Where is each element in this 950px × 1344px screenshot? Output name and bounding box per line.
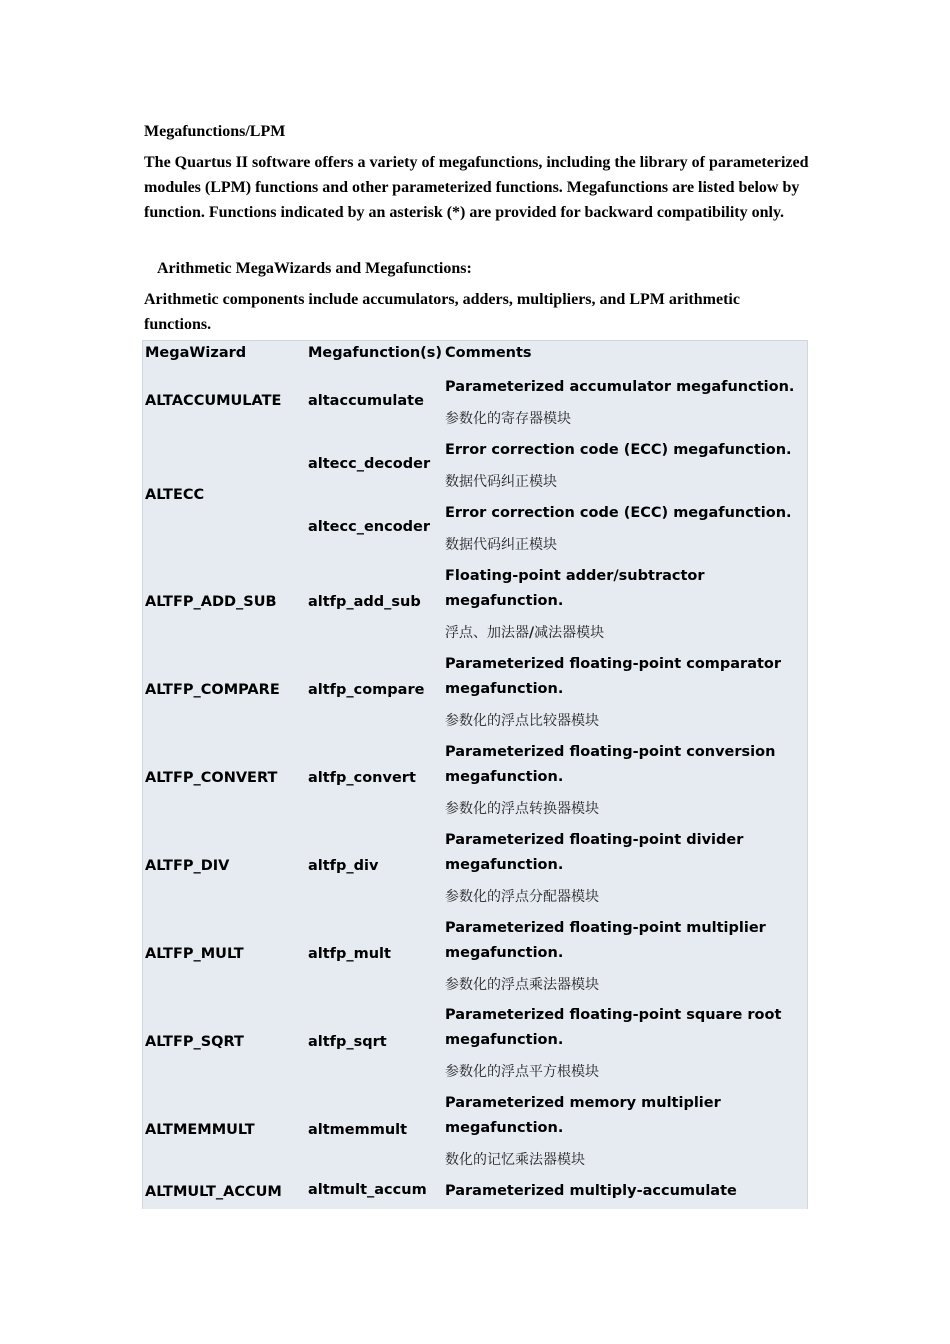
- comment-text: Error correction code (ECC) megafunction.: [445, 505, 792, 521]
- page-title: Megafunctions/LPM: [144, 123, 286, 140]
- intro-paragraph: The Quartus II software offers a variety of megafunctions, including the library of parameterized modules (LPM) functions and other parameterized functions. Megafunctions are listed below by function. Functions indicated by an asterisk (*) are provided for backward compatibility only.: [144, 154, 809, 221]
- header-megafunctions: Megafunction(s): [308, 345, 443, 361]
- comment-chinese: 参数化的浮点转换器模块: [445, 801, 599, 817]
- megafunction-name: altmult_accum: [308, 1182, 427, 1198]
- comment-cell: [445, 438, 805, 495]
- header-comments: Comments: [445, 345, 532, 361]
- comment-text: Parameterized floating-point multiplier megafunction.: [445, 920, 766, 961]
- megawizard-name: ALTFP_MULT: [145, 946, 244, 962]
- megafunction-name: altfp_sqrt: [308, 1034, 387, 1050]
- comment-chinese: 参数化的浮点比较器模块: [445, 713, 599, 729]
- megawizard-name: ALTACCUMULATE: [145, 393, 282, 409]
- comment-text: Parameterized memory multiplier megafunction.: [445, 1095, 721, 1136]
- section-heading: Arithmetic MegaWizards and Megafunctions:: [157, 260, 472, 277]
- header-megawizard: MegaWizard: [145, 345, 247, 361]
- megafunction-name: altaccumulate: [308, 393, 424, 409]
- comment-cell: [445, 916, 805, 998]
- megafunction-table: [142, 340, 808, 1209]
- comment-text: Error correction code (ECC) megafunction.: [445, 442, 792, 458]
- comment-cell: [445, 375, 805, 432]
- comment-cell: [445, 740, 805, 822]
- comment-text: Parameterized floating-point comparator megafunction.: [445, 656, 782, 697]
- comment-chinese: 参数化的浮点平方根模块: [445, 1064, 599, 1080]
- megafunction-name: altfp_compare: [308, 682, 425, 698]
- comment-cell: [445, 828, 805, 910]
- megawizard-name: ALTFP_DIV: [145, 858, 230, 874]
- comment-chinese: 参数化的寄存器模块: [445, 411, 571, 427]
- megawizard-name: ALTMULT_ACCUM: [145, 1184, 282, 1200]
- comment-text: Parameterized floating-point divider megafunction.: [445, 832, 744, 873]
- megawizard-name: ALTFP_COMPARE: [145, 682, 280, 698]
- comment-chinese: 数据代码纠正模块: [445, 537, 557, 553]
- megawizard-name: ALTMEMMULT: [145, 1122, 255, 1138]
- megafunction-name: altecc_decoder: [308, 456, 431, 472]
- comment-cell: [445, 1179, 805, 1204]
- comment-text: Parameterized floating-point square root megafunction.: [445, 1007, 782, 1048]
- comment-text: Parameterized multiply-accumulate: [445, 1183, 737, 1199]
- comment-chinese: 数据代码纠正模块: [445, 474, 557, 490]
- comment-text: Parameterized floating-point conversion megafunction.: [445, 744, 776, 785]
- comment-chinese: 浮点、加法器/减法器模块: [445, 625, 605, 641]
- megafunction-name: altmemmult: [308, 1122, 408, 1138]
- comment-cell: [445, 1091, 805, 1173]
- megawizard-name: ALTECC: [145, 487, 205, 503]
- comment-text: Parameterized accumulator megafunction.: [445, 379, 795, 395]
- megawizard-name: ALTFP_CONVERT: [145, 770, 278, 786]
- comment-text: Floating-point adder/subtractor megafunction.: [445, 568, 705, 609]
- comment-chinese: 数化的记忆乘法器模块: [445, 1152, 585, 1168]
- megafunction-name: altfp_div: [308, 858, 379, 874]
- megafunction-name: altfp_convert: [308, 770, 416, 786]
- megafunction-name: altfp_mult: [308, 946, 391, 962]
- comment-cell: [445, 652, 805, 734]
- comment-cell: [445, 564, 805, 646]
- megafunction-name: altfp_add_sub: [308, 594, 421, 610]
- section-description: Arithmetic components include accumulators, adders, multipliers, and LPM arithmetic functions.: [144, 291, 740, 333]
- comment-cell: [445, 501, 805, 558]
- comment-chinese: 参数化的浮点乘法器模块: [445, 977, 599, 993]
- megawizard-name: ALTFP_ADD_SUB: [145, 594, 277, 610]
- megafunction-name: altecc_encoder: [308, 519, 431, 535]
- comment-cell: [445, 1003, 805, 1085]
- megawizard-name: ALTFP_SQRT: [145, 1034, 244, 1050]
- comment-chinese: 参数化的浮点分配器模块: [445, 889, 599, 905]
